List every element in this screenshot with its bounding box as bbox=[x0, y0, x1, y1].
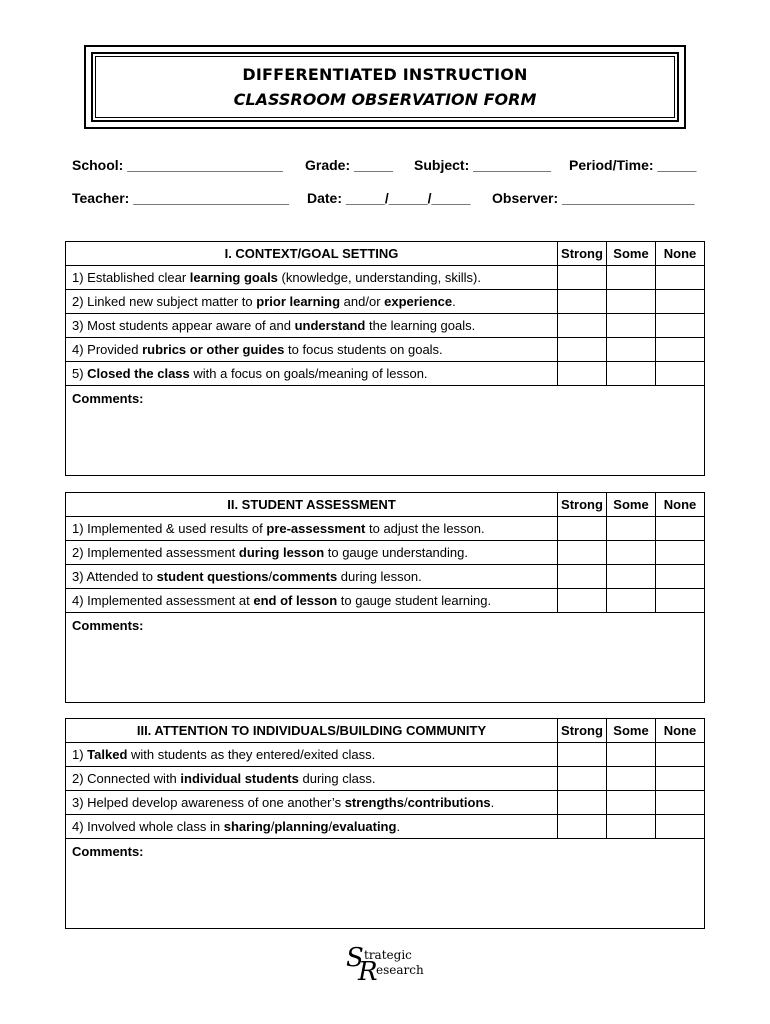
rating-cell-some[interactable] bbox=[607, 362, 656, 386]
logo-r-letter: R bbox=[358, 957, 378, 987]
criteria-item: 1) Implemented & used results of pre-assessment to adjust the lesson. bbox=[66, 517, 558, 541]
logo-s-letter: S bbox=[346, 943, 364, 973]
rating-header-strong: Strong bbox=[558, 493, 607, 517]
rating-header-none: None bbox=[656, 242, 705, 266]
rating-cell-strong[interactable] bbox=[558, 266, 607, 290]
criteria-item: 4) Implemented assessment at end of lesson to gauge student learning. bbox=[66, 589, 558, 613]
criteria-item: 4) Provided rubrics or other guides to focus students on goals. bbox=[66, 338, 558, 362]
comments-area[interactable]: Comments: bbox=[66, 386, 705, 476]
table-row bbox=[66, 565, 705, 589]
rating-header-some: Some bbox=[607, 493, 656, 517]
criteria-item: 2) Implemented assessment during lesson to gauge understanding. bbox=[66, 541, 558, 565]
criteria-item: 3) Attended to student questions/comments during lesson. bbox=[66, 565, 558, 589]
rating-cell-strong[interactable] bbox=[558, 338, 607, 362]
table-row bbox=[66, 743, 705, 767]
criteria-item: 1) Talked with students as they entered/exited class. bbox=[66, 743, 558, 767]
rating-cell-some[interactable] bbox=[607, 743, 656, 767]
rating-cell-some[interactable] bbox=[607, 338, 656, 362]
title-box bbox=[84, 45, 686, 129]
rating-cell-none[interactable] bbox=[656, 338, 705, 362]
period-time-field[interactable]: Period/Time: _____ bbox=[569, 157, 697, 173]
rating-cell-strong[interactable] bbox=[558, 565, 607, 589]
rating-cell-none[interactable] bbox=[656, 266, 705, 290]
section-context-goal-setting bbox=[65, 241, 705, 476]
rating-cell-none[interactable] bbox=[656, 362, 705, 386]
table-row bbox=[66, 314, 705, 338]
grade-field[interactable]: Grade: _____ bbox=[305, 157, 393, 173]
rating-cell-none[interactable] bbox=[656, 743, 705, 767]
rating-cell-none[interactable] bbox=[656, 815, 705, 839]
rating-cell-some[interactable] bbox=[607, 314, 656, 338]
section-title: I. CONTEXT/GOAL SETTING bbox=[66, 242, 558, 266]
rating-cell-some[interactable] bbox=[607, 565, 656, 589]
rating-header-none: None bbox=[656, 493, 705, 517]
subject-field[interactable]: Subject: __________ bbox=[414, 157, 551, 173]
table-row bbox=[66, 815, 705, 839]
rating-cell-none[interactable] bbox=[656, 314, 705, 338]
table-row bbox=[66, 362, 705, 386]
school-field[interactable]: School: ____________________ bbox=[72, 157, 283, 173]
rating-cell-some[interactable] bbox=[607, 815, 656, 839]
rating-cell-none[interactable] bbox=[656, 791, 705, 815]
rating-cell-strong[interactable] bbox=[558, 314, 607, 338]
teacher-field[interactable]: Teacher: ____________________ bbox=[72, 190, 289, 206]
rating-cell-none[interactable] bbox=[656, 767, 705, 791]
comments-area[interactable]: Comments: bbox=[66, 613, 705, 703]
rating-cell-strong[interactable] bbox=[558, 517, 607, 541]
logo-word-strategic: trategic bbox=[364, 948, 412, 962]
criteria-item: 2) Connected with individual students during class. bbox=[66, 767, 558, 791]
rating-header-some: Some bbox=[607, 719, 656, 743]
date-field[interactable]: Date: _____/_____/_____ bbox=[307, 190, 471, 206]
rating-cell-strong[interactable] bbox=[558, 362, 607, 386]
rating-cell-some[interactable] bbox=[607, 290, 656, 314]
rating-cell-none[interactable] bbox=[656, 589, 705, 613]
criteria-item: 5) Closed the class with a focus on goals/meaning of lesson. bbox=[66, 362, 558, 386]
rating-cell-some[interactable] bbox=[607, 767, 656, 791]
rating-cell-none[interactable] bbox=[656, 290, 705, 314]
table-row bbox=[66, 589, 705, 613]
rating-header-strong: Strong bbox=[558, 242, 607, 266]
rating-cell-none[interactable] bbox=[656, 565, 705, 589]
table-row bbox=[66, 517, 705, 541]
rating-cell-strong[interactable] bbox=[558, 791, 607, 815]
criteria-item: 3) Helped develop awareness of one another’s strengths/contributions. bbox=[66, 791, 558, 815]
rating-cell-strong[interactable] bbox=[558, 290, 607, 314]
rating-header-strong: Strong bbox=[558, 719, 607, 743]
criteria-item: 1) Established clear learning goals (knowledge, understanding, skills). bbox=[66, 266, 558, 290]
table-row bbox=[66, 290, 705, 314]
rating-cell-strong[interactable] bbox=[558, 541, 607, 565]
criteria-item: 4) Involved whole class in sharing/planning/evaluating. bbox=[66, 815, 558, 839]
rating-header-some: Some bbox=[607, 242, 656, 266]
section-student-assessment bbox=[65, 492, 705, 703]
form-title: DIFFERENTIATED INSTRUCTION bbox=[242, 65, 528, 84]
logo-word-research: esearch bbox=[376, 963, 424, 977]
rating-header-none: None bbox=[656, 719, 705, 743]
rating-cell-strong[interactable] bbox=[558, 589, 607, 613]
table-row bbox=[66, 791, 705, 815]
table-row bbox=[66, 767, 705, 791]
criteria-item: 2) Linked new subject matter to prior learning and/or experience. bbox=[66, 290, 558, 314]
rating-cell-some[interactable] bbox=[607, 541, 656, 565]
rating-cell-some[interactable] bbox=[607, 791, 656, 815]
form-subtitle: CLASSROOM OBSERVATION FORM bbox=[233, 90, 537, 109]
table-row bbox=[66, 338, 705, 362]
observer-field[interactable]: Observer: _________________ bbox=[492, 190, 695, 206]
table-row bbox=[66, 541, 705, 565]
rating-cell-strong[interactable] bbox=[558, 815, 607, 839]
rating-cell-some[interactable] bbox=[607, 266, 656, 290]
section-title: II. STUDENT ASSESSMENT bbox=[66, 493, 558, 517]
section-attention-individuals-community bbox=[65, 718, 705, 929]
rating-cell-some[interactable] bbox=[607, 517, 656, 541]
rating-cell-none[interactable] bbox=[656, 517, 705, 541]
rating-cell-none[interactable] bbox=[656, 541, 705, 565]
section-title: III. ATTENTION TO INDIVIDUALS/BUILDING COMMUNITY bbox=[66, 719, 558, 743]
table-row bbox=[66, 266, 705, 290]
rating-cell-strong[interactable] bbox=[558, 743, 607, 767]
rating-cell-strong[interactable] bbox=[558, 767, 607, 791]
rating-cell-some[interactable] bbox=[607, 589, 656, 613]
comments-area[interactable]: Comments: bbox=[66, 839, 705, 929]
strategic-research-logo bbox=[346, 943, 426, 987]
criteria-item: 3) Most students appear aware of and understand the learning goals. bbox=[66, 314, 558, 338]
